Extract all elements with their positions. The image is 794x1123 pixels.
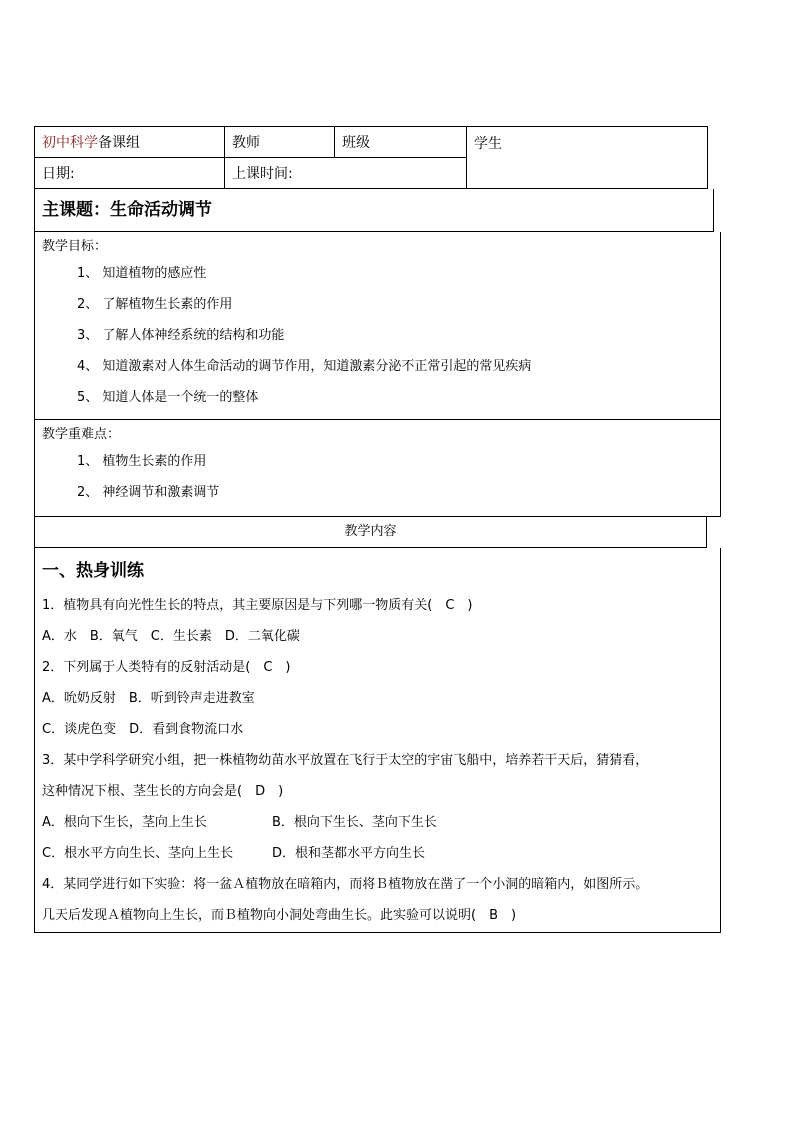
prep-group-cell bbox=[35, 127, 225, 158]
question-3-line-2: 这种情况下根、茎生长的方向会是( D ) bbox=[42, 784, 284, 799]
option-a: A．根向下生长，茎向上生长 bbox=[42, 815, 207, 830]
question-3-options-cd bbox=[42, 838, 713, 869]
option-d: D．根和茎都水平方向生长 bbox=[272, 846, 426, 861]
key-points bbox=[34, 420, 721, 517]
key-points-title: 教学重难点： bbox=[42, 427, 121, 442]
question-1-options: A．水 B．氧气 C．生长素 D．二氧化碳 bbox=[42, 629, 300, 644]
goals-title: 教学目标： bbox=[42, 239, 108, 254]
goal-item: 5、 知道人体是一个统一的整体 bbox=[77, 390, 259, 405]
goal-item: 1、 知道植物的感应性 bbox=[77, 266, 207, 281]
question-2: 2．下列属于人类特有的反射活动是( C ) bbox=[42, 660, 291, 675]
header-table bbox=[34, 126, 708, 189]
key-point-item: 2、 神经调节和激素调节 bbox=[77, 485, 220, 500]
question-4-line-1: 4．某同学进行如下实验：将一盆Ａ植物放在暗箱内，而将Ｂ植物放在凿了一个小洞的暗箱内，如图所示。 bbox=[42, 877, 649, 892]
option-b: B．根向下生长、茎向下生长 bbox=[272, 815, 437, 830]
warmup-section bbox=[34, 548, 721, 933]
key-point-item: 1、 植物生长素的作用 bbox=[77, 454, 207, 469]
goal-item: 4、 知道激素对人体生命活动的调节作用，知道激素分泌不正常引起的常见疾病 bbox=[77, 359, 532, 374]
subject-label: 初中科学 bbox=[42, 135, 98, 151]
group-label: 备课组 bbox=[98, 135, 140, 151]
option-c: C．根水平方向生长、茎向上生长 bbox=[42, 846, 234, 861]
goal-item: 3、 了解人体神经系统的结构和功能 bbox=[77, 328, 285, 343]
question-3-options-ab bbox=[42, 807, 713, 838]
question-1: 1．植物具有向光性生长的特点，其主要原因是与下列哪一物质有关( C ) bbox=[42, 598, 473, 613]
goal-item: 2、 了解植物生长素的作用 bbox=[77, 297, 233, 312]
student-cell: 学生 bbox=[467, 127, 708, 189]
date-cell: 日期: bbox=[35, 158, 225, 189]
question-2-options-b: C．谈虎色变 D．看到食物流口水 bbox=[42, 722, 244, 737]
question-2-options-a: A．吮奶反射 B．听到铃声走进教室 bbox=[42, 691, 255, 706]
lesson-plan-sheet bbox=[34, 126, 707, 933]
warmup-title: 一、热身训练 bbox=[42, 561, 144, 581]
class-cell: 班级 bbox=[335, 127, 467, 158]
lesson-time-cell: 上课时间: bbox=[225, 158, 467, 189]
content-title: 教学内容 bbox=[34, 517, 707, 548]
question-4-line-2: 几天后发现Ａ植物向上生长，而Ｂ植物向小洞处弯曲生长。此实验可以说明( B ) bbox=[42, 908, 517, 923]
question-3-line-1: 3．某中学科学研究小组，把一株植物幼苗水平放置在飞行于太空的宇宙飞船中，培养若干天后，猜猜看， bbox=[42, 753, 649, 768]
main-topic: 主课题：生命活动调节 bbox=[34, 189, 714, 232]
teacher-cell: 教师 bbox=[225, 127, 335, 158]
teaching-goals bbox=[34, 232, 721, 420]
